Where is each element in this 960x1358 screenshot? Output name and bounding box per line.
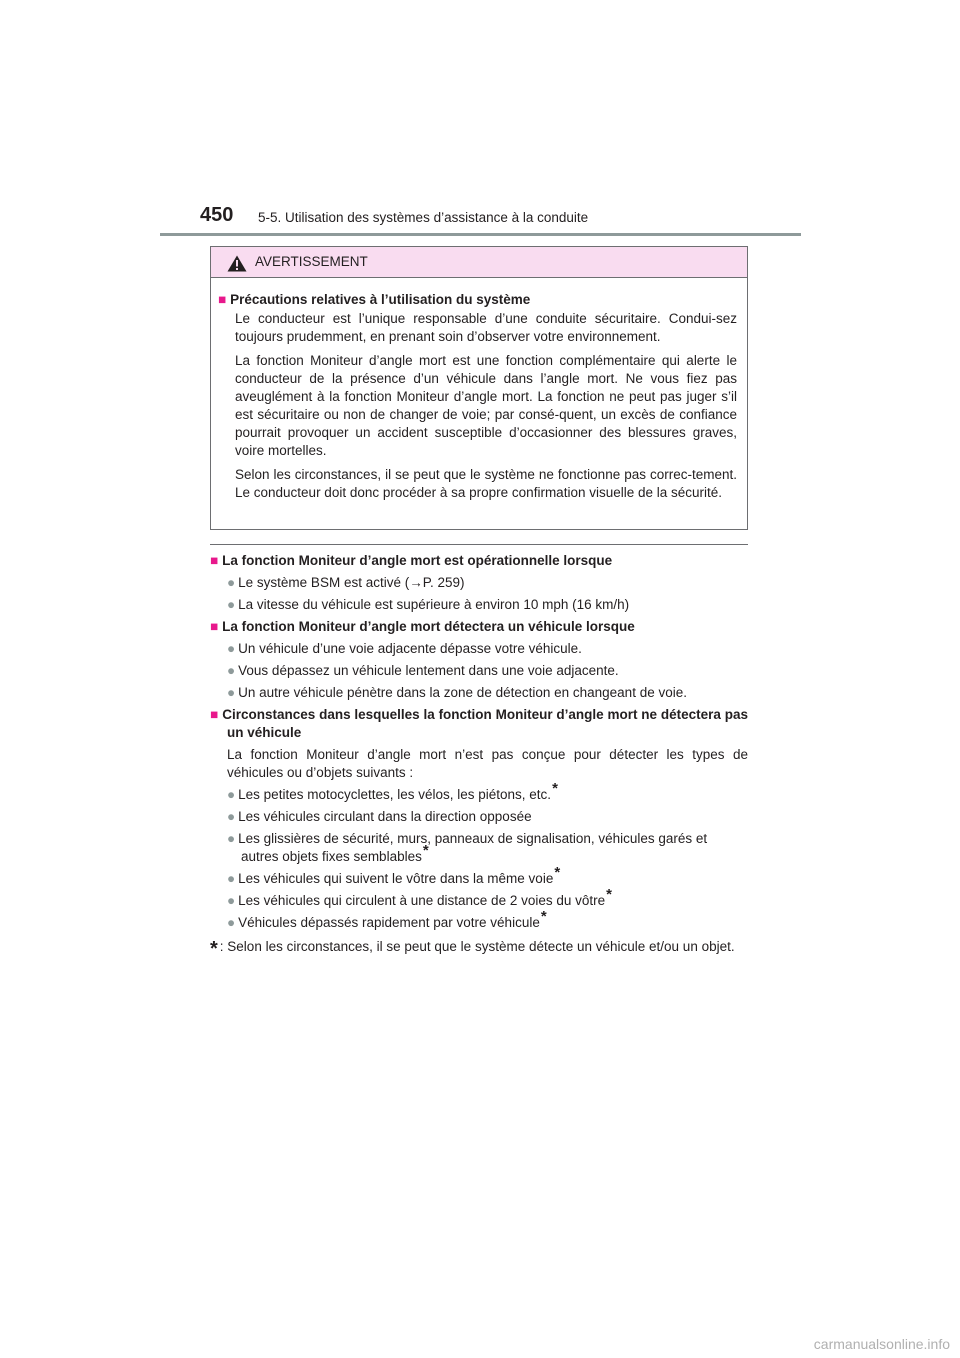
section-heading: ■ La fonction Moniteur d’angle mort est opérationnelle lorsque <box>210 553 613 568</box>
list-item: ● Le système BSM est activé (→P. 259) <box>227 575 465 590</box>
bullet-dot-icon: ● <box>227 685 236 700</box>
section-title: 5-5. Utilisation des systèmes d’assistance à la conduite <box>258 210 589 225</box>
list-item: ● Les véhicules qui suivent le vôtre dans la même voie* <box>227 864 561 886</box>
section-divider <box>210 544 748 545</box>
main-content <box>210 552 748 960</box>
section-heading: ■ Circonstances dans lesquelles la fonction Moniteur d’angle mort ne détectera pas un véhicule <box>210 707 748 740</box>
asterisk-mark: * <box>422 842 429 859</box>
list-item: ● Un véhicule d’une voie adjacente dépasse votre véhicule. <box>227 641 582 656</box>
bullet-dot-icon: ● <box>227 597 236 612</box>
bullet-dot-icon: ● <box>227 575 236 590</box>
footnote: * : Selon les circonstances, il se peut que le système détecte un véhicule et/ou un objet. <box>210 938 735 960</box>
section-intro: La fonction Moniteur d’angle mort n’est pas conçue pour détecter les types de véhicules ou d’objets suivants : <box>227 747 748 780</box>
bullet-dot-icon: ● <box>227 809 236 824</box>
warning-header <box>211 247 747 278</box>
list-item: ● La vitesse du véhicule est supérieure à environ 10 mph (16 km/h) <box>227 597 630 612</box>
list-item: ● Les petites motocyclettes, les vélos, les piétons, etc.* <box>227 780 558 802</box>
warning-body <box>211 278 747 502</box>
bullet-dot-icon: ● <box>227 663 236 678</box>
warning-box <box>210 246 748 530</box>
page-number: 450 <box>200 204 234 226</box>
watermark: carmanualsonline.info <box>813 1336 950 1352</box>
bullet-dot-icon: ● <box>227 871 236 886</box>
section-heading: ■ La fonction Moniteur d’angle mort détectera un véhicule lorsque <box>210 619 635 634</box>
asterisk-mark: * <box>210 938 218 960</box>
list-item: ● Vous dépassez un véhicule lentement dans une voie adjacente. <box>227 663 619 678</box>
square-bullet-icon: ■ <box>218 292 227 307</box>
bullet-dot-icon: ● <box>227 893 236 908</box>
warning-heading: ■ Précautions relatives à l’utilisation du système <box>218 292 531 307</box>
list-item: ● Les véhicules circulant dans la direction opposée <box>227 809 532 824</box>
warning-paragraph: Le conducteur est l’unique responsable d’une conduite sécuritaire. Condui-sez toujours prudemment, en prenant soin d’observer votre environnement. <box>235 311 737 344</box>
asterisk-mark: * <box>540 908 547 925</box>
asterisk-mark: * <box>552 780 558 797</box>
square-bullet-icon: ■ <box>210 553 219 568</box>
list-item: ● Un autre véhicule pénètre dans la zone de détection en changeant de voie. <box>227 685 687 700</box>
bullet-dot-icon: ● <box>227 641 236 656</box>
bullet-dot-icon: ● <box>227 787 236 802</box>
list-item: ● Les véhicules qui circulent à une distance de 2 voies du vôtre* <box>227 886 612 908</box>
asterisk-mark: * <box>554 864 561 881</box>
bullet-dot-icon: ● <box>227 915 236 930</box>
square-bullet-icon: ■ <box>210 619 219 634</box>
warning-triangle-icon <box>227 255 247 272</box>
square-bullet-icon: ■ <box>210 707 219 722</box>
warning-paragraph: La fonction Moniteur d’angle mort est une fonction complémentaire qui alerte le conducteur de la présence d’un véhicule dans l’angle mort. Ne vous fiez pas aveuglément à la fonction Moniteur d’angle mort. La fonction ne peut pas juger s’il est sécuritaire ou non de changer de voie; par consé-quent, un excès de confiance pourrait provoquer un accident susceptible d’occasionner des blessures graves, voire mortelles. <box>235 353 737 458</box>
bullet-dot-icon: ● <box>227 831 236 846</box>
asterisk-mark: * <box>606 886 612 903</box>
list-item: ● Les glissières de sécurité, murs, panneaux de signalisation, véhicules garés et autres objets fixes semblables* <box>227 831 708 864</box>
header-rule <box>160 233 801 236</box>
warning-paragraph: Selon les circonstances, il se peut que le système ne fonctionne pas correc-tement. Le conducteur doit donc procéder à sa propre confirmation visuelle de la sécurité. <box>235 467 737 500</box>
warning-label: AVERTISSEMENT <box>255 254 368 269</box>
list-item: ● Véhicules dépassés rapidement par votre véhicule* <box>227 908 547 930</box>
